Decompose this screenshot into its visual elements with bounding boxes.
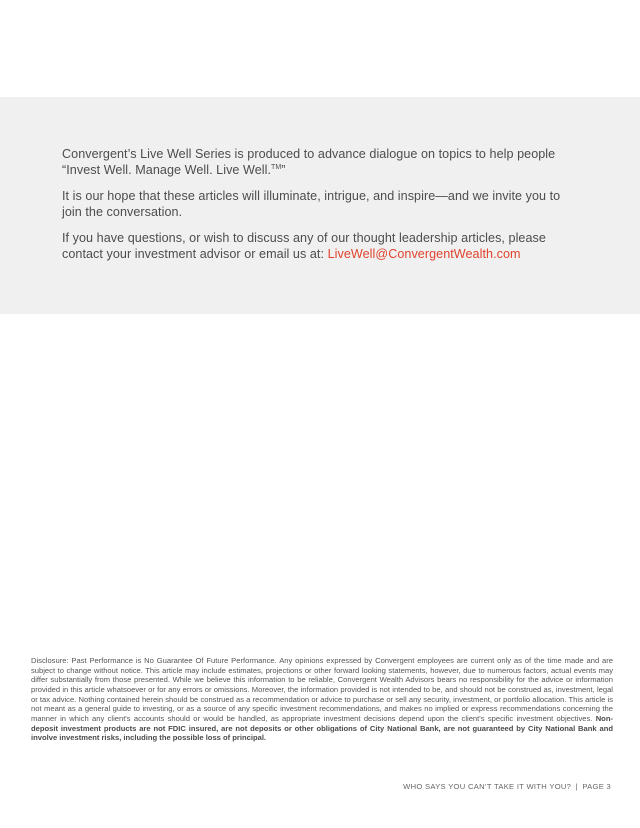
series-intro-text: Convergent’s Live Well Series is produced to advance dialogue on topics to help people “Invest Well. Manage Well. Live Well.: [62, 147, 556, 177]
contact-text: If you have questions, or wish to discuss any of our thought leadership articles, please contact your investment advisor or email us at:: [62, 231, 546, 261]
closing-quote: ”: [281, 162, 286, 177]
intro-panel: [0, 97, 640, 314]
disclosure-text: [31, 656, 613, 743]
contact-paragraph: [62, 231, 580, 262]
intro-content: [62, 147, 580, 274]
hope-paragraph: It is our hope that these articles will illuminate, intrigue, and inspire—and we invite you to join the conversation.: [62, 189, 561, 219]
disclosure-bold: Non-deposit investment products are not FDIC insured, are not deposits or other obligations of City National Bank, are not guaranteed by City National Bank and involve investment risks, including the possible loss of principal.: [31, 713, 613, 743]
page-footer: [403, 782, 611, 791]
trademark-symbol: TM: [271, 163, 282, 171]
email-link[interactable]: LiveWell@ConvergentWealth.com: [327, 246, 521, 261]
footer-title: WHO SAYS YOU CAN’T TAKE IT WITH YOU?: [403, 782, 572, 791]
page-number: PAGE 3: [582, 782, 611, 791]
footer-separator: |: [575, 782, 578, 791]
disclosure-regular: Disclosure: Past Performance is No Guarantee Of Future Performance. Any opinions expressed by Convergent employees are current only as of the time made and are subject to change without notice. This article may include estimates, projections or other forward looking statements, however, due to numerous factors, actual events may differ substantially from those presented. While we believe this information to be reliable, Convergent Wealth Advisors bears no responsibility for the advice or information provided in this article whatsoever or for any errors or omissions. Moreover, the information provided is not intended to be, and should not be construed as, investment, legal or tax advice. Nothing contained herein should be construed as a recommendation or advice to purchase or sell any security, investment, or portfolio allocation. This article is not meant as a general guide to investing, or as a source of any specific investment recommendations, and makes no implied or express recommendations concerning the manner in which any client's accounts should or would be handled, as appropriate investment decisions depend upon the client's specific investment objectives.: [31, 656, 613, 723]
series-intro-paragraph: [62, 147, 580, 178]
